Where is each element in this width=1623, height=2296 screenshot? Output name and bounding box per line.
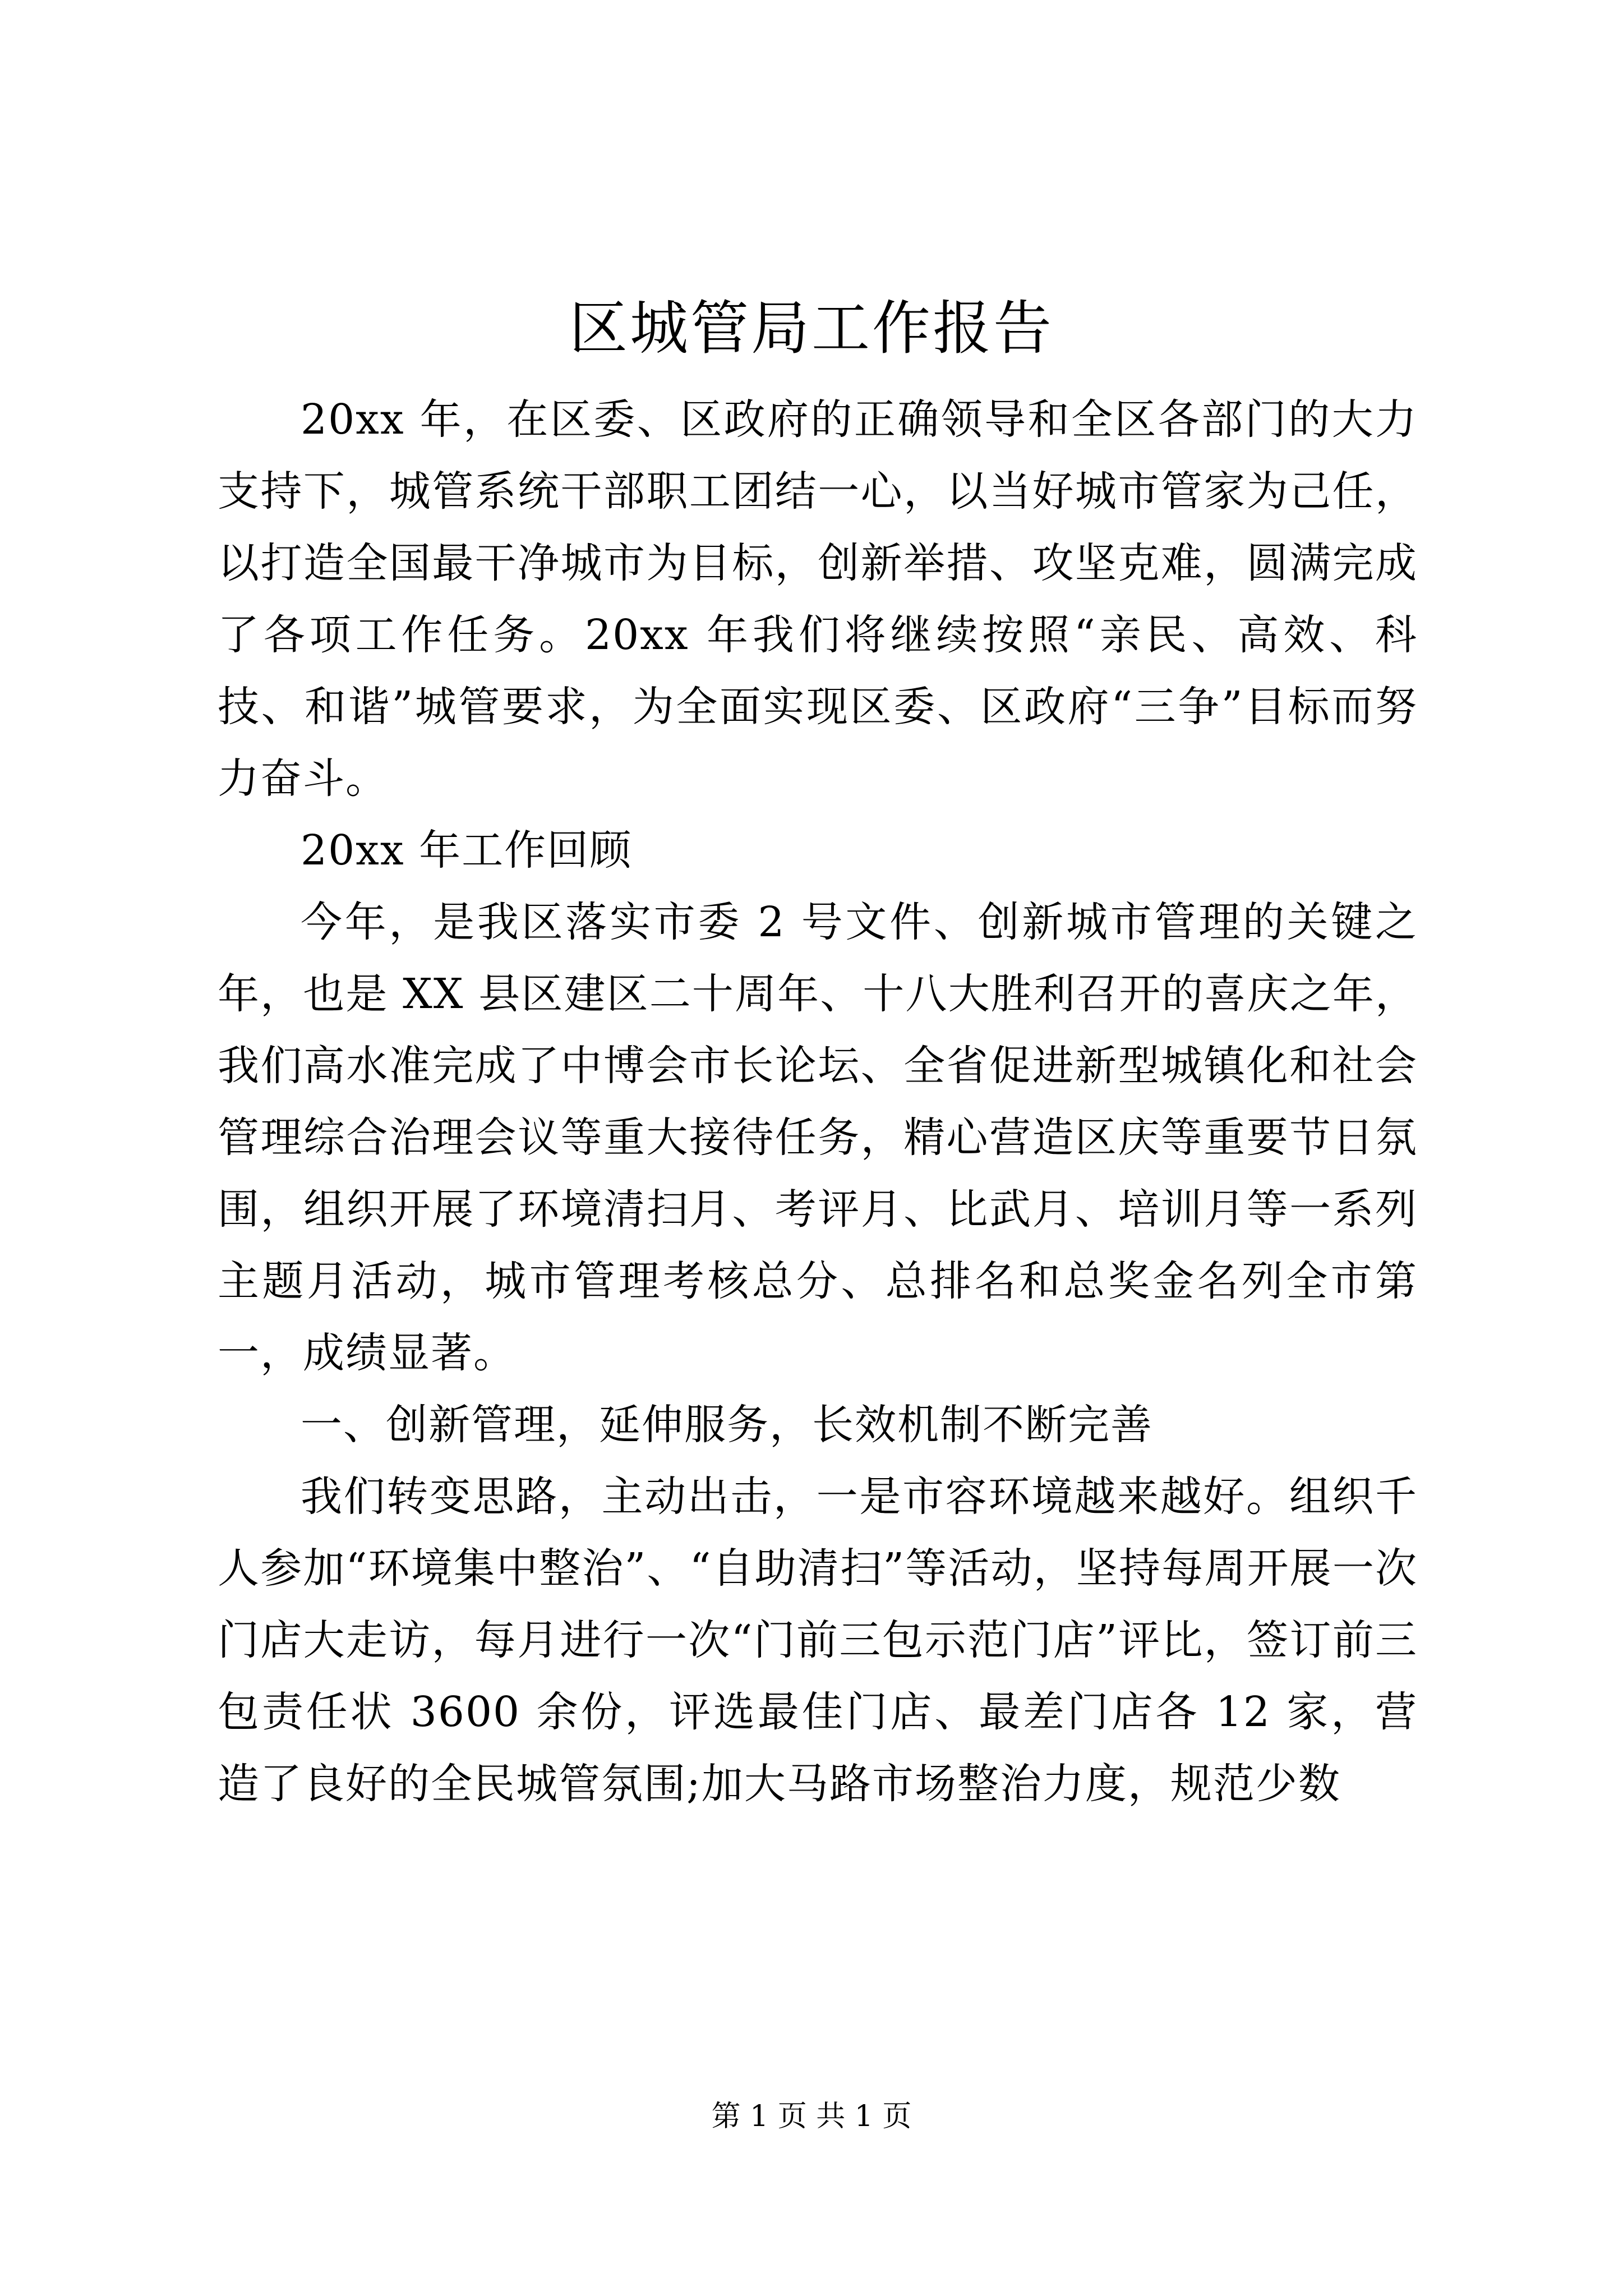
paragraph-review: 今年，是我区落实市委 2 号文件、创新城市管理的关键之年，也是 XX 县区建区二十周年、十八大胜利召开的喜庆之年，我们高水准完成了中博会市长论坛、全省促进新型城镇化和社会管理综合治理会议等重大接待任务，精心营造区庆等重要节日氛围，组织开展了环境清扫月、考评月、比武月、培训月等一系列主题月活动，城市管理考核总分、总排名和总奖金名列全市第一，成绩显著。 [218,898,1418,1377]
document-title: 区城管局工作报告 [569,294,1054,362]
page-footer: 第 1 页 共 1 页 [711,2100,912,2133]
section-heading-one: 一、创新管理，延伸服务，长效机制不断完善 [301,1401,1153,1449]
paragraph-intro: 20xx 年，在区委、区政府的正确领导和全区各部门的大力支持下，城管系统干部职工团结一心，以当好城市管家为己任，以打造全国最干净城市为目标，创新举措、攻坚克难，圆满完成了各项工作任务。20xx 年我们将继续按照“亲民、高效、科技、和谐”城管要求，为全面实现区委、区政府“三争”目标而努力奋斗。 [218,395,1418,803]
document-body [218,384,1418,1820]
paragraph-section-one: 我们转变思路，主动出击，一是市容环境越来越好。组织千人参加“环境集中整治”、“自助清扫”等活动，坚持每周开展一次门店大走访，每月进行一次“门前三包示范门店”评比，签订前三包责任状 3600 余份，评选最佳门店、最差门店各 12 家，营造了良好的全民城管氛围;加大马路市场整治力度，规范少数 [218,1473,1418,1808]
section-heading-review: 20xx 年工作回顾 [301,826,633,875]
